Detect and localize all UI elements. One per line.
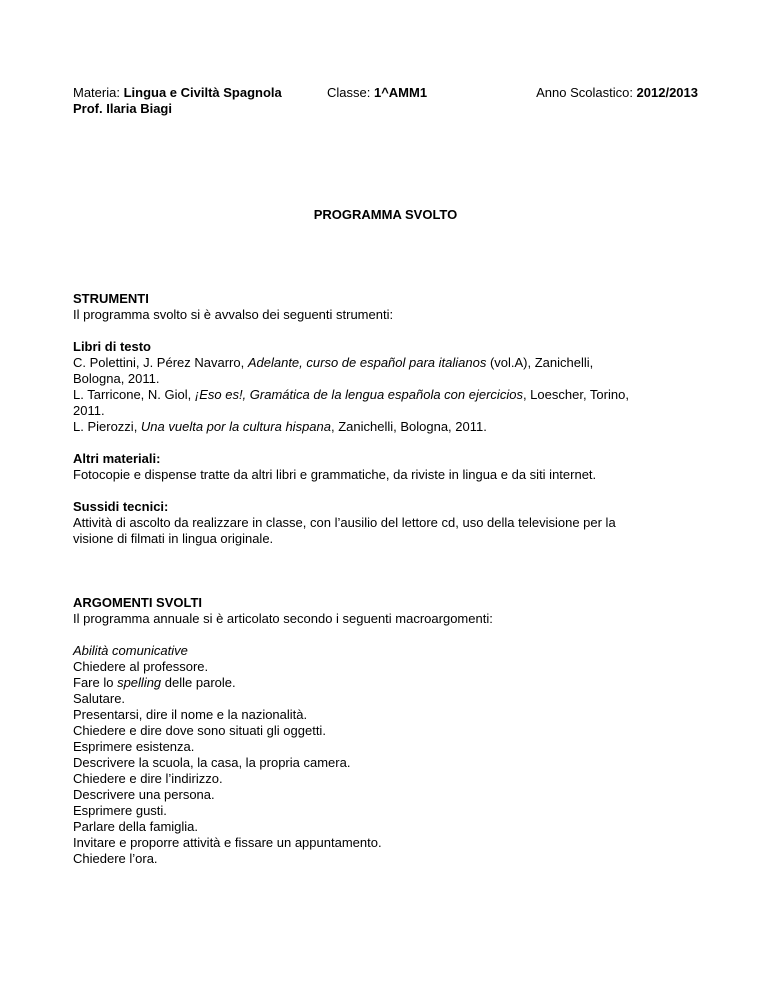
list-item: Parlare della famiglia. — [73, 819, 199, 834]
list-item: Salutare. — [73, 691, 126, 706]
materia-line: Materia: Lingua e Civiltà Spagnola — [73, 85, 282, 100]
list-item: Esprimere gusti. — [73, 803, 167, 818]
strumenti-heading: STRUMENTI — [73, 291, 149, 306]
book-2-cont: 2011. — [73, 403, 105, 418]
altri-text: Fotocopie e dispense tratte da altri libri e grammatiche, da riviste in lingua e da siti internet. — [73, 467, 597, 482]
argomenti-heading: ARGOMENTI SVOLTI — [73, 595, 203, 610]
book-2: L. Tarricone, N. Giol, ¡Eso es!, Gramática de la lengua española con ejercicios, Loescher, Torino, — [73, 387, 629, 402]
list-item: Chiedere al professore. — [73, 659, 209, 674]
libri-heading: Libri di testo — [73, 339, 151, 354]
list-item: Descrivere una persona. — [73, 787, 215, 802]
list-item: Chiedere l’ora. — [73, 851, 158, 866]
list-item: Descrivere la scuola, la casa, la propria camera. — [73, 755, 351, 770]
list-item: Invitare e proporre attività e fissare un appuntamento. — [73, 835, 382, 850]
list-item: Chiedere e dire l’indirizzo. — [73, 771, 223, 786]
classe-value: 1^AMM1 — [373, 85, 428, 100]
list-item: Presentarsi, dire il nome e la nazionalità. — [73, 707, 308, 722]
book-3: L. Pierozzi, Una vuelta por la cultura hispana, Zanichelli, Bologna, 2011. — [73, 419, 487, 434]
sussidi-text-1: Attività di ascolto da realizzare in classe, con l’ausilio del lettore cd, uso della televisione per la — [73, 515, 616, 530]
sussidi-heading: Sussidi tecnici: — [73, 499, 169, 514]
document-header — [73, 85, 698, 119]
altri-heading: Altri materiali: — [73, 451, 161, 466]
prof-name: Prof. Ilaria Biagi — [73, 101, 172, 116]
document-body — [73, 291, 698, 867]
document-title: PROGRAMMA SVOLTO — [313, 207, 458, 222]
book-1-cont: Bologna, 2011. — [73, 371, 160, 386]
list-item: Esprimere esistenza. — [73, 739, 195, 754]
sussidi-text-2: visione di filmati in lingua originale. — [73, 531, 274, 546]
abilita-heading: Abilità comunicative — [73, 643, 188, 658]
header-classe: Classe: 1^AMM1 — [327, 85, 428, 100]
argomenti-intro: Il programma annuale si è articolato secondo i seguenti macroargomenti: — [73, 611, 493, 626]
list-item: Chiedere e dire dove sono situati gli oggetti. — [73, 723, 326, 738]
header-left — [73, 85, 282, 117]
materia-value: Lingua e Civiltà Spagnola — [123, 85, 282, 100]
list-item: Fare lo spelling delle parole. — [73, 675, 236, 690]
anno-value: 2012/2013 — [636, 85, 698, 100]
header-anno: Anno Scolastico: 2012/2013 — [536, 85, 698, 100]
strumenti-intro: Il programma svolto si è avvalso dei seguenti strumenti: — [73, 307, 394, 322]
book-1: C. Polettini, J. Pérez Navarro, Adelante, curso de español para italianos (vol.A), Zanichelli, — [73, 355, 594, 370]
